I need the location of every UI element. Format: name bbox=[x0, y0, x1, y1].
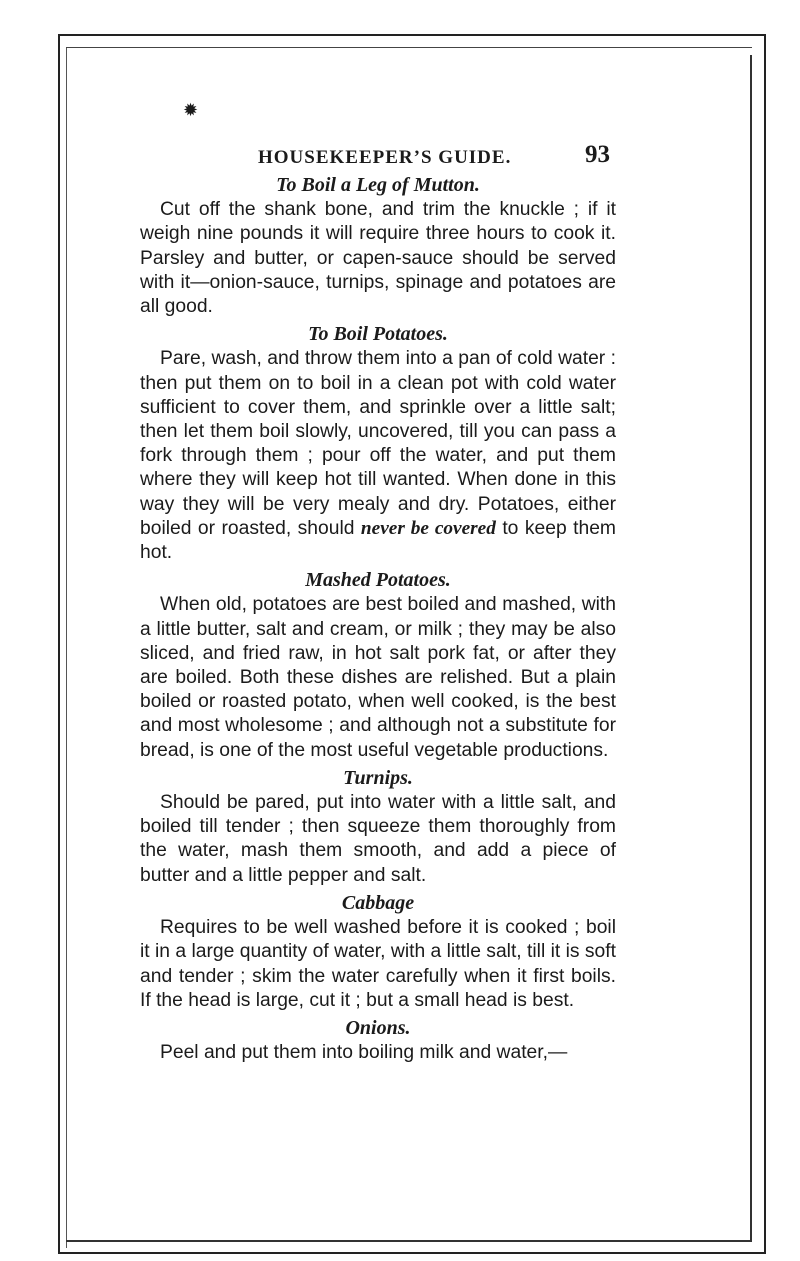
paragraph-mashed-potatoes: When old, potatoes are best boiled and mashed, with a little butter, salt and cream, or milk ; they may be also sliced, and fried raw, in hot salt pork fat, or after they are boiled. Both these dishes are relished. But a plain boiled or roasted potato, when well cooked, is the best and most wholesome ; and although not a substitute for bread, is one of the most useful vegetable productions. bbox=[140, 594, 616, 761]
potatoes-emphasis: never be covered bbox=[360, 517, 496, 539]
paragraph-turnips: Should be pared, put into water with a little salt, and boiled till tender ; then squeeze them thoroughly from the water, mash them smooth, and add a piece of butter and a little pepper and salt. bbox=[140, 792, 616, 886]
heading-mashed-potatoes: Mashed Potatoes. bbox=[305, 569, 451, 592]
page-border-left bbox=[66, 48, 67, 1248]
heading-boil-mutton: To Boil a Leg of Mutton. bbox=[276, 174, 480, 196]
paragraph-cabbage: Requires to be well washed before it is cooked ; boil it in a large quantity of water, with a little salt, till it is soft and tender ; skim the water carefully when it first boils. If the head is large, cut it ; but a small head is best. bbox=[140, 917, 616, 1011]
heading-cabbage: Cabbage bbox=[341, 891, 415, 914]
potatoes-text-b: to keep them hot. bbox=[140, 517, 616, 564]
text-column bbox=[140, 170, 616, 1065]
heading-boil-potatoes: To Boil Potatoes. bbox=[308, 323, 448, 346]
page-border-right bbox=[750, 55, 752, 1240]
heading-onions: Onions. bbox=[345, 1016, 411, 1039]
page-border-bottom bbox=[66, 1240, 752, 1242]
heading-turnips: Turnips. bbox=[343, 766, 413, 789]
page-border-top bbox=[66, 47, 752, 48]
page-number: 93 bbox=[585, 141, 610, 168]
running-head: HOUSEKEEPER’S GUIDE. bbox=[258, 147, 512, 168]
paragraph-boil-mutton: Cut off the shank bone, and trim the knuckle ; if it weigh nine pounds it will require three hours to cook it. Parsley and butter, or capen-sauce should be served with it—onion-sauce, turnips, spinage and potatoes are all good. bbox=[140, 199, 616, 318]
printer-mark: ✹ bbox=[183, 100, 199, 121]
paragraph-onions: Peel and put them into boiling milk and water,— bbox=[160, 1042, 568, 1064]
potatoes-text-a: Pare, wash, and throw them into a pan of cold water : then put them on to boil in a clean pot with cold water sufficient to cover them, and sprinkle over a little salt; then let them boil slowly, uncovered, till you can pass a fork through them ; pour off the water, and put them where they will keep hot till wanted. When done in this way they will be very mealy and dry. Potatoes, either boiled or roasted, should bbox=[140, 348, 616, 539]
paragraph-boil-potatoes bbox=[140, 347, 616, 565]
